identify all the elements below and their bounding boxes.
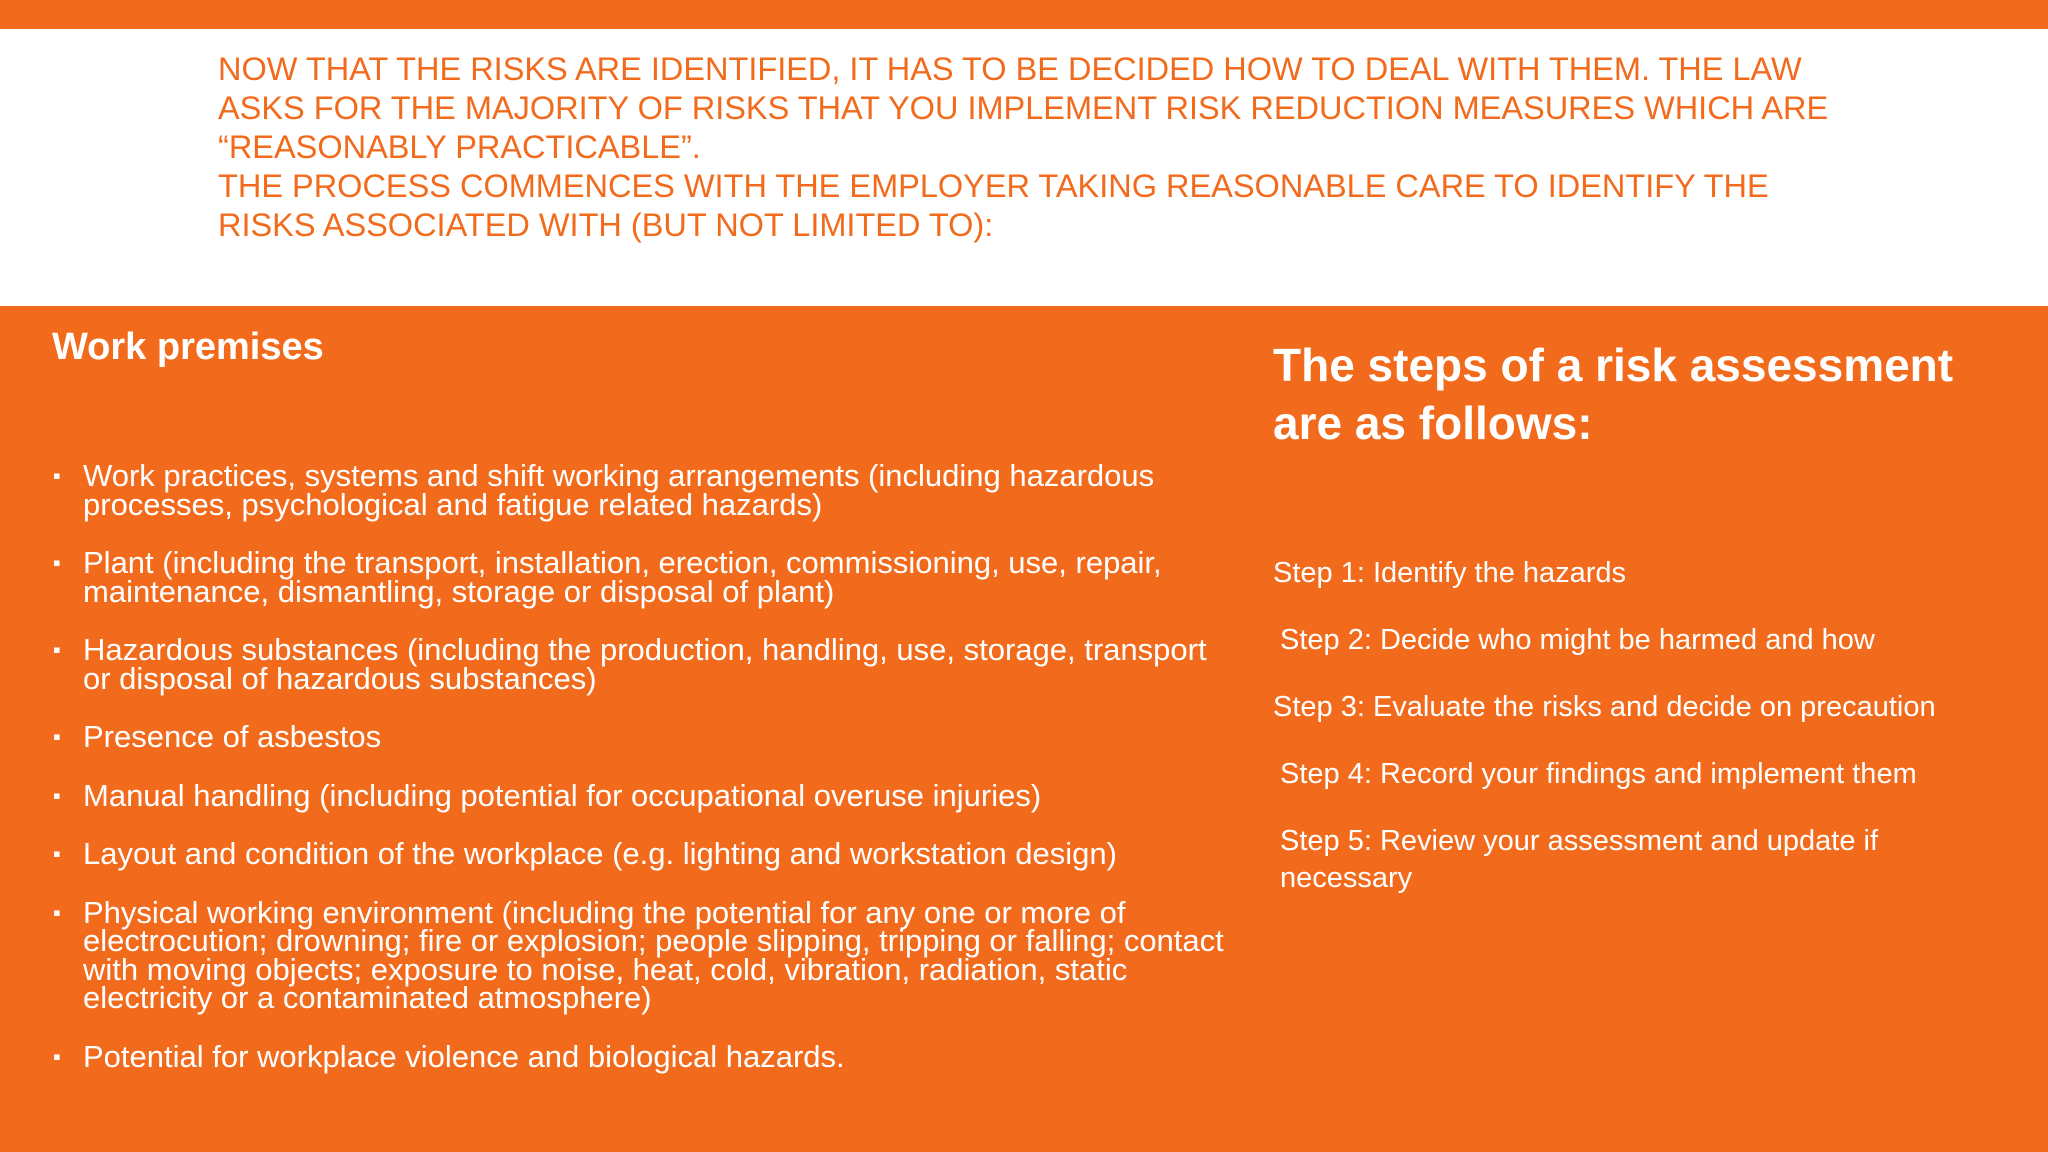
bullet-icon: ▪ — [53, 782, 61, 808]
list-item-text: Physical working environment (including the potential for any one or more of electrocution; drowning; fire or explosion; people slipping, tripping or falling; contact with moving objects; exposure to noise, heat, cold, vibration, radiation, static electricity or a contaminated atmosphere) — [83, 894, 1224, 1015]
list-item — [52, 458, 1232, 522]
bullet-icon: ▪ — [53, 1043, 61, 1069]
steps-list — [1273, 555, 2013, 927]
list-item — [52, 836, 1232, 871]
list-item-text: Presence of asbestos — [83, 719, 382, 754]
work-premises-heading: Work premises — [52, 326, 324, 368]
list-item-text: Work practices, systems and shift working arrangements (including hazardous processes, psychological and fatigue related hazards) — [83, 458, 1155, 522]
step-item: Step 4: Record your findings and implement them — [1280, 758, 1917, 790]
bullet-icon: ▪ — [53, 899, 61, 925]
step-item: Step 1: Identify the hazards — [1273, 557, 1627, 589]
list-item-text: Hazardous substances (including the production, handling, use, storage, transport or disposal of hazardous substances) — [83, 632, 1207, 696]
step-item: Step 2: Decide who might be harmed and how — [1280, 624, 1875, 656]
step-item: Step 3: Evaluate the risks and decide on precaution — [1273, 691, 1936, 723]
bullet-icon: ▪ — [53, 550, 61, 575]
intro-paragraph-1: NOW THAT THE RISKS ARE IDENTIFIED, IT HAS TO BE DECIDED HOW TO DEAL WITH THEM. THE LAW ASKS FOR THE MAJORITY OF RISKS THAT YOU IMPLEMENT RISK REDUCTION MEASURES WHICH ARE “REASONABLY PRACTICABLE”. — [218, 51, 1829, 165]
top-accent-strip — [0, 0, 2048, 29]
list-item — [52, 719, 1232, 754]
list-item-text: Potential for workplace violence and biological hazards. — [83, 1038, 845, 1074]
bullet-icon: ▪ — [53, 637, 61, 662]
list-item-text: Layout and condition of the workplace (e.g. lighting and workstation design) — [83, 836, 1117, 871]
step-item: Step 5: Review your assessment and update if necessary — [1280, 825, 1879, 894]
list-item — [52, 1038, 1232, 1074]
bullet-icon: ▪ — [53, 841, 61, 866]
list-item — [52, 777, 1232, 813]
bullet-icon: ▪ — [53, 724, 61, 749]
bullet-icon: ▪ — [53, 463, 61, 488]
list-item-text: Manual handling (including potential for occupational overuse injuries) — [83, 777, 1042, 813]
intro-paragraph-2: THE PROCESS COMMENCES WITH THE EMPLOYER TAKING REASONABLE CARE TO IDENTIFY THE RISKS ASSOCIATED WITH (BUT NOT LIMITED TO): — [218, 168, 1769, 243]
list-item-text: Plant (including the transport, installation, erection, commissioning, use, repair, maintenance, dismantling, storage or disposal of plant) — [83, 545, 1162, 609]
intro-text — [218, 50, 1858, 245]
list-item — [52, 894, 1232, 1015]
hazard-list — [52, 458, 1232, 1101]
list-item — [52, 632, 1232, 696]
list-item — [52, 545, 1232, 609]
risk-assessment-steps-heading: The steps of a risk assessment are as follows: — [1273, 339, 1954, 449]
